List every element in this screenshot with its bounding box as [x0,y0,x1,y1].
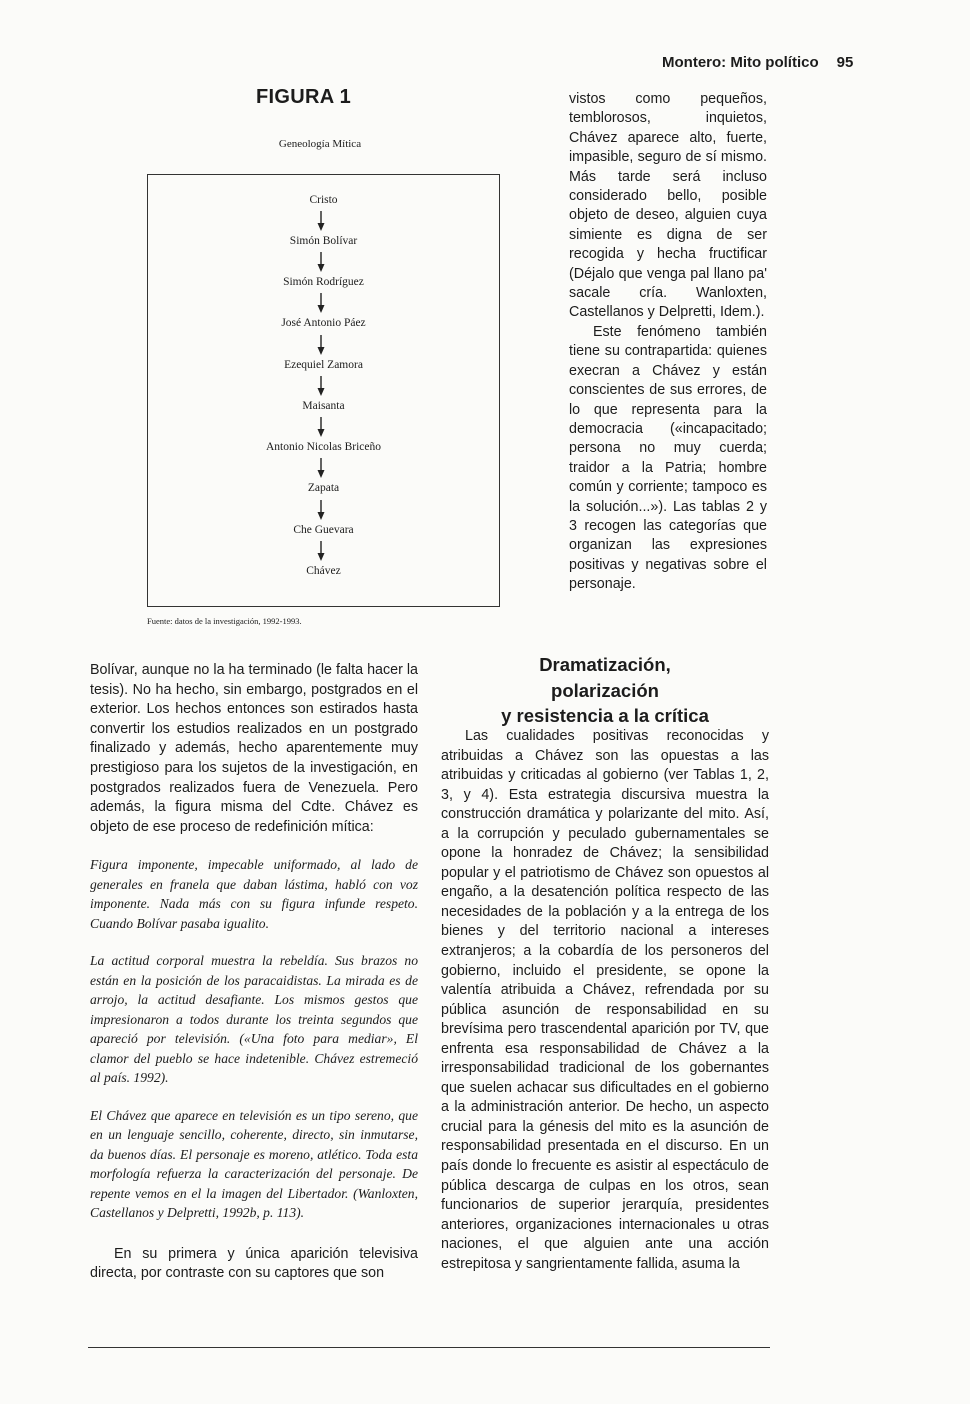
down-arrow-icon [316,500,326,520]
genealogy-node: Simón Bolívar [289,235,358,247]
genealogy-node: Chávez [306,565,341,577]
genealogy-node: Simón Rodríguez [283,276,364,288]
genealogy-diagram [147,174,500,607]
paragraph: Este fenómeno también tiene su contrapartida: quienes execran a Chávez y están conscientes de sus errores, de lo que representa para la democracia («incapacitado; persona no muy cuerda; traidor a la Patria; hombre común y corriente; tampoco es la solución...»). Las tablas 2 y 3 recogen las categorías que organizan las expresiones positivas y negativas sobre el personaje. [569,323,767,593]
genealogy-node: Ezequiel Zamora [284,359,363,371]
genealogy-node: Zapata [307,482,340,494]
figure-title: FIGURA 1 [256,86,351,108]
running-title: Montero: Mito político [662,54,819,71]
section-heading [442,652,768,729]
down-arrow-icon [316,376,326,396]
paragraph: vistos como pequeños, temblorosos, inquietos, Chávez aparece alto, fuerte, impasible, seguro de sí mismo. Más tarde será incluso considerado bello, posible objeto de deseo, alguien cuya simiente es digna de ser recogida y hecha fructificar (Déjalo que venga pal llano pa' sacale cría. Wanloxten, Castellanos y Delpretti, Idem.). [569,91,767,321]
genealogy-node: Antonio Nicolas Briceño [266,441,381,453]
paragraph: Las cualidades positivas reconocidas y atribuidas a Chávez son las opuestas a las atribuidas y criticadas al gobierno (ver Tablas 1, 2, 3, y 4). Esta estrategia discursiva muestra la construcción dramática y polarizante del mito. Así, a la corrupción y peculado gubernamentales se opone la honradez de Chávez; la sensibilidad popular y el patriotismo de Chávez son opuestos al engaño, a la desatención política respecto de las necesidades de la población y a la entrega de los bienes y del territorio nacional a intereses extranjeros; a la cobardía de los personeros del gobierno, incluido el presidente, se opone la valentía atribuida a Chávez, refrendada por su pública asunción de responsabilidad en su brevísima pero trascendental aparición por TV, que enfrenta esa responsabilidad de Chávez a la irresponsabilidad tradicional de los gobernantes que suelen achacar sus dificultades en el gobierno a la administración anterior. De hecho, un aspecto crucial para la génesis del mito es la asunción de responsabilidad presentada en el discurso. En un país donde lo frecuente es asistir al espectáculo de pública descarga de culpas en los otros, sean funcionarios de superior jerarquía, presidentes anteriores, organizaciones internacionales u otras naciones, el que alguien ante una acción estrepitosa y sangrientamente fallida, asuma la [441,728,769,1272]
down-arrow-icon [316,211,326,231]
down-arrow-icon [316,541,326,561]
down-arrow-icon [316,458,326,478]
down-arrow-icon [316,252,326,272]
figure-subtitle: Geneología Mítica [278,138,362,150]
block-quote: El Chávez que aparece en televisión es un tipo sereno, que en un lenguaje sencillo, coherente, directo, sin inmutarse, da buenos días. El personaje es moreno, atlético. Toda esta morfología refuerza la caracterización del personaje. De repente vemos en el la imagen del Libertador. (Wanloxten, Castellanos y Delpretti, 1992b, p. 113). [90,1107,418,1221]
section-heading-line: y resistencia a la crítica [501,705,709,726]
genealogy-node: José Antonio Páez [281,317,366,329]
figure-source: Fuente: datos de la investigación, 1992-1993. [147,616,302,626]
down-arrow-icon [316,335,326,355]
down-arrow-icon [316,293,326,313]
genealogy-node: Cristo [309,194,338,206]
genealogy-node: Maisanta [302,400,345,412]
paragraph: En su primera y única aparición televisiva directa, por contraste con su captores que son [90,1245,418,1282]
block-quote: La actitud corporal muestra la rebeldía. Sus brazos no están en la posición de los paracaidistas. La mirada es de arrojo, la actitud desafiante. Los mismos gestos que impresionaron a todos durante los treinta segundos que apareció por televisión. («Una foto para mediar», El clamor del pueblo se hace indetenible. Chávez estremeció al país. 1992). [90,953,418,1086]
section-heading-line: polarización [551,679,659,701]
right-column-bottom [441,727,769,1274]
down-arrow-icon [316,417,326,437]
right-column-top [569,90,767,595]
paragraph: Bolívar, aunque no la ha terminado (le falta hacer la tesis). No ha hecho, sin embargo, postgrados en el exterior. Los hechos entonces son estirados hasta convertir los estudios realizados en un postgrado finalizado y además, hecho aparentemente muy prestigioso para los sujetos de la investigación, en postgrados realizados fuera de Venezuela. Pero además, la figura misma del Cdte. Chávez es objeto de ese proceso de redefinición mítica: [90,662,418,835]
section-heading-line: Dramatización, [539,654,671,675]
page-number: 95 [836,54,854,71]
left-column [90,661,418,1284]
running-head [662,54,902,78]
block-quote: Figura imponente, impecable uniformado, al lado de generales en franela que daban lástima, habló con voz imponente. Nada más con su figura infunde respeto. Cuando Bolívar pasaba igualito. [90,857,418,931]
footer-rule [88,1347,770,1348]
genealogy-node: Che Guevara [293,524,354,536]
